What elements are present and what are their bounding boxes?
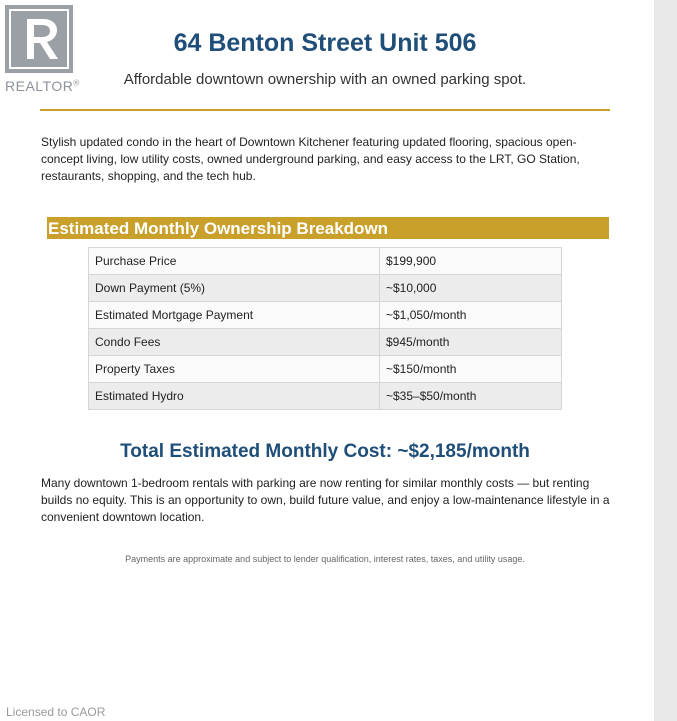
row-value: $199,900 [380, 248, 562, 275]
row-label: Property Taxes [89, 356, 380, 383]
row-value: ~$1,050/month [380, 302, 562, 329]
breakdown-table [88, 247, 562, 410]
page-title: 64 Benton Street Unit 506 [173, 29, 477, 57]
header-divider [40, 109, 610, 111]
row-label: Down Payment (5%) [89, 275, 380, 302]
total-monthly-cost: Total Estimated Monthly Cost: ~$2,185/month [120, 441, 530, 462]
row-value: $945/month [380, 329, 562, 356]
row-label: Estimated Hydro [89, 383, 380, 410]
disclaimer-note: Payments are approximate and subject to lender qualification, interest rates, taxes, and utility usage. [125, 554, 525, 564]
row-value: ~$10,000 [380, 275, 562, 302]
page-subtitle: Affordable downtown ownership with an owned parking spot. [123, 71, 527, 88]
breakdown-heading: Estimated Monthly Ownership Breakdown [47, 217, 609, 239]
row-label: Condo Fees [89, 329, 380, 356]
table-row [89, 329, 562, 356]
row-value: ~$150/month [380, 356, 562, 383]
row-label: Purchase Price [89, 248, 380, 275]
row-value: ~$35–$50/month [380, 383, 562, 410]
table-row [89, 248, 562, 275]
table-row [89, 302, 562, 329]
license-watermark: Licensed to CAOR [6, 705, 106, 719]
table-row [89, 275, 562, 302]
table-row [89, 356, 562, 383]
intro-paragraph: Stylish updated condo in the heart of Downtown Kitchener featuring updated flooring, spacious open-concept living, low utility costs, owned underground parking, and easy access to the LRT, GO Station, restaurants, shopping, and the tech hub. [41, 135, 580, 183]
closing-paragraph: Many downtown 1-bedroom rentals with parking are now renting for similar monthly costs — but renting builds no equity. This is an opportunity to own, build future value, and enjoy a low-maintenance lifestyle in a convenient downtown location. [41, 476, 610, 524]
table-row [89, 383, 562, 410]
row-label: Estimated Mortgage Payment [89, 302, 380, 329]
realtor-logo-text: REALTOR® [5, 78, 80, 94]
viewer-gutter [654, 0, 677, 721]
